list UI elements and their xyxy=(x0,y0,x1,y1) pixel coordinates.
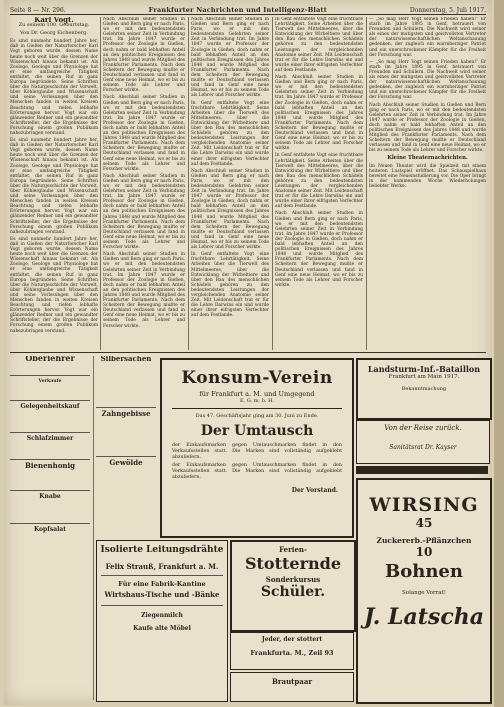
stotternde-title: Stotternde xyxy=(244,554,341,573)
article-text: In Genf entfaltete Vogt eine fruchtbare Lehrtätigkeit. Seine Arbeiten über die Tierwelt des Mittelmeeres, über die Entwicklung der Wirbeltiere und über den Bau des menschlichen Schädels gehören zu den bedeutendsten Leistungen der vergleichenden Anatomie seiner Zeit. Mit Leidenschaft trat er für die Lehre Darwins ein und wurde einer ihrer eifrigsten Verfechter auf dem Festlande. xyxy=(191,100,269,167)
ad-silbersachen: Silbersachen xyxy=(100,356,152,363)
ad-landsturm xyxy=(356,358,492,420)
article-column-1 xyxy=(10,17,98,350)
header-date: Donnerstag, 5. Juli 1917. xyxy=(409,7,486,14)
ad-knabe: Knabe xyxy=(39,493,61,501)
ad-kopfsalat: Kopfsalat xyxy=(33,526,67,534)
ad-brautpaar xyxy=(230,672,354,702)
konsum-heading: Der Umtausch xyxy=(200,423,314,439)
article-text: Nach Abschluß seiner Studien in Gießen und Bern ging er nach Paris, wo er mit den bedeutendsten Gelehrten seiner Zeit in Verbindung trat. Im Jahre 1847 wurde er Professor der Zoologie in Gießen, doch nahm er bald lebhaften Anteil an den politischen Ereignissen des Jahres 1848 und wurde Mitglied des Frankfurter Parlaments. Nach dem Scheitern der Bewegung mußte er Deutschland verlassen und fand in Genf eine neue Heimat, wo er bis zu seinem Tode als Lehrer und Forscher wirkte. xyxy=(103,17,185,94)
latscha-logo: J. Latscha xyxy=(364,604,484,630)
article-title: Karl Vogt. xyxy=(34,17,74,24)
leitung-title: Isolierte Leitungsdrähte xyxy=(100,545,224,555)
article-text: In Genf entfaltete Vogt eine fruchtbare Lehrtätigkeit. Seine Arbeiten über die Tierwelt des Mittelmeeres, über die Entwicklung der Wirbeltiere und über den Bau des menschlichen Schädels gehören zu den bedeutendsten Leistungen der vergleichenden Anatomie seiner Zeit. Mit Leidenschaft trat er für die Lehre Darwins ein und wurde einer ihrer eifrigsten Verfechter auf dem Festlande. xyxy=(191,252,269,319)
article-text: Nach Abschluß seiner Studien in Gießen und Bern ging er nach Paris, wo er mit den bedeutendsten Gelehrten seiner Zeit in Verbindung trat. Im Jahre 1847 wurde er Professor der Zoologie in Gießen, doch nahm er bald lebhaften Anteil an den politischen Ereignissen des Jahres 1848 und wurde Mitglied des Frankfurter Parlaments. Nach dem Scheitern der Bewegung mußte er Deutschland verlassen und fand in Genf eine neue Heimat, wo er bis zu seinem Tode als Lehrer und Forscher wirkte. xyxy=(103,252,185,329)
sackmann-address: Frankfurta. M., Zeil 93 xyxy=(250,649,334,657)
article-column-4 xyxy=(275,17,363,350)
konsum-body: der Einkaufsmarken gegen Umtauschmarken findet in den Verkaufsstellen statt. Die Marken sind vollständig aufgeklebt abzuliefern. xyxy=(172,463,342,480)
latscha-note: Solange Vorrat! xyxy=(402,590,446,596)
article-text: Nach Abschluß seiner Studien in Gießen und Bern ging er nach Paris, wo er mit den bedeutendsten Gelehrten seiner Zeit in Verbindung trat. Im Jahre 1847 wurde er Professor der Zoologie in Gießen, doch nahm er bald lebhaften Anteil an den politischen Ereignissen des Jahres 1848 und wurde Mitglied des Frankfurter Parlaments. Nach dem Scheitern der Bewegung mußte er Deutschland verlassen und fand in Genf eine neue Heimat, wo er bis zu seinem Tode als Lehrer und Forscher wirkte. xyxy=(103,95,185,172)
landsturm-text: Bekanntmachung xyxy=(401,386,447,392)
article-text: In Genf entfaltete Vogt eine fruchtbare Lehrtätigkeit. Seine Arbeiten über die Tierwelt des Mittelmeeres, über die Entwicklung der Wirbeltiere und über den Bau des menschlichen Schädels gehören zu den bedeutendsten Leistungen der vergleichenden Anatomie seiner Zeit. Mit Leidenschaft trat er für die Lehre Darwins ein und wurde einer ihrer eifrigsten Verfechter auf dem Festlande. xyxy=(275,17,363,73)
header-masthead: Frankfurter Nachrichten und Intelligenz-Blatt xyxy=(148,6,327,14)
page-edge xyxy=(494,0,504,707)
ad-kaufe-moebel: Kaufe alte Möbel xyxy=(133,625,191,632)
classified-left-column xyxy=(10,356,90,700)
landsturm-subtitle: Frankfurt am Main 1917. xyxy=(388,374,460,380)
konsum-title: Konsum-Verein xyxy=(181,368,333,388)
konsum-signature: Der Vorstand. xyxy=(291,487,338,494)
article-text: In Genf entfaltete Vogt eine fruchtbare Lehrtätigkeit. Seine Arbeiten über die Tierwelt des Mittelmeeres, über die Entwicklung der Wirbeltiere und über den Bau des menschlichen Schädels gehören zu den bedeutendsten Leistungen der vergleichenden Anatomie seiner Zeit. Mit Leidenschaft trat er für die Lehre Darwins ein und wurde einer ihrer eifrigsten Verfechter auf dem Festlande. xyxy=(275,153,363,210)
theater-text: Im Neuen Theater wird die Spielzeit mit einem heiteren Lustspiel eröffnet. Das Schauspielhaus bereitet eine Neueinstudierung vor. Die Oper bringt in der kommenden Woche Wiederholungen beliebter Werke. xyxy=(369,163,486,189)
header-page-number: Seite 8 — Nr. 296. xyxy=(10,7,66,14)
article-subtitle: Zu seinem 100. Geburtstag. xyxy=(18,22,90,29)
ad-zahngebisse: Zahngebisse xyxy=(101,409,151,419)
article-column-2 xyxy=(103,17,185,350)
article-text: Nach Abschluß seiner Studien in Gießen und Bern ging er nach Paris, wo er mit den bedeutendsten Gelehrten seiner Zeit in Verbindung trat. Im Jahre 1847 wurde er Professor der Zoologie in Gießen, doch nahm er bald lebhaften Anteil an den politischen Ereignissen des Jahres 1848 und wurde Mitglied des Frankfurter Parlaments. Nach dem Scheitern der Bewegung mußte er Deutschland verlassen und fand in Genf eine neue Heimat, wo er bis zu seinem Tode als Lehrer und Forscher wirkte. xyxy=(191,17,269,99)
zuckererbsen-price: 10 xyxy=(415,545,433,559)
article-text: Nach Abschluß seiner Studien in Gießen und Bern ging er nach Paris, wo er mit den bedeutendsten Gelehrten seiner Zeit in Verbindung trat. Im Jahre 1847 wurde er Professor der Zoologie in Gießen, doch nahm er bald lebhaften Anteil an den politischen Ereignissen des Jahres 1848 und wurde Mitglied des Frankfurter Parlaments. Nach dem Scheitern der Bewegung mußte er Deutschland verlassen und fand in Genf eine neue Heimat, wo er bis zu seinem Tode als Lehrer und Forscher wirkte. xyxy=(103,173,185,251)
ad-gelegenheitskauf: Gelegenheitskauf xyxy=(20,403,80,411)
stotternde-ferien: Ferien- xyxy=(279,545,307,554)
article-text: Nach Abschluß seiner Studien in Gießen und Bern ging er nach Paris, wo er mit den bedeutendsten Gelehrten seiner Zeit in Verbindung trat. Im Jahre 1847 wurde er Professor der Zoologie in Gießen, doch nahm er bald lebhaften Anteil an den politischen Ereignissen des Jahres 1848 und wurde Mitglied des Frankfurter Parlaments. Nach dem Scheitern der Bewegung mußte er Deutschland verlassen und fand in Genf eine neue Heimat, wo er bis zu seinem Tode als Lehrer und Forscher wirkte. xyxy=(191,168,269,251)
ad-leitungsdraehte xyxy=(96,540,228,702)
newspaper-page xyxy=(4,0,492,705)
konsum-body: der Einkaufsmarken gegen Umtauschmarken findet in den Verkaufsstellen statt. Die Marken sind vollständig aufgeklebt abzuliefern. xyxy=(172,443,342,460)
article-text: Es sind nunmehr hundert Jahre her, daß in Gießen der Naturforscher Karl Vogt geboren wurde, dessen Name heute noch weit über die Grenzen der Wissenschaft hinaus bekannt ist. Als Zoologe, Geologe und Physiologe hat er eine umfangreiche Tätigkeit entfaltet, die seinen Ruf in ganz Europa begründete. Seine Schriften über die Naturgeschichte der Vorwelt, über Köhlerglaube und Wissenschaft und seine Vorlesungen über den Menschen fanden in weiten Kreisen Beachtung und riefen lebhafte Erörterungen hervor. Vogt war ein glänzender Redner und ein gewandter Schriftsteller, der die Ergebnisse der Forschung einem großen Publikum nahezubringen verstand. xyxy=(10,236,98,334)
article-text: — „So mag Herr Vogt seinen Frieden haben!“ Er starb im Jahre 1895 in Genf, betrauert von Freunden und Schülern. Die Nachwelt wird seiner als eines der mutigsten und geistvollsten Vertreter der naturwissenschaftlichen Weltanschauung gedenken, der zugleich ein warmherziger Patriot und ein unerschrockener Kämpfer für die Freiheit der Forschung war. xyxy=(369,59,486,101)
konsum-subtitle: für Frankfurt a. M. und Umgegend xyxy=(199,390,315,398)
ad-von-der-reise xyxy=(356,420,490,464)
reise-name: Sanitätsrat Dr. Kayser xyxy=(389,444,457,451)
brautpaar-title: Brautpaar xyxy=(271,677,313,686)
wirtshaus-tische: Wirtshaus-Tische und -Bänke xyxy=(104,590,220,599)
article-byline: Von Dr. Georg Eichenberg. xyxy=(20,30,88,37)
wirsing-price: 45 xyxy=(415,516,433,530)
fabrik-kantine: Für eine Fabrik-Kantine xyxy=(118,580,206,588)
classified-second-column xyxy=(96,356,156,536)
article-text: — „So mag Herr Vogt seinen Frieden haben!“ Er starb im Jahre 1895 in Genf, betrauert von Freunden und Schülern. Die Nachwelt wird seiner als eines der mutigsten und geistvollsten Vertreter der naturwissenschaftlichen Weltanschauung gedenken, der zugleich ein warmherziger Patriot und ein unerschrockener Kämpfer für die Freiheit der Forschung war. xyxy=(369,17,486,58)
ad-stotternde xyxy=(230,540,356,632)
article-column-5 xyxy=(369,17,486,350)
reise-title: Von der Reise zurück. xyxy=(384,424,462,432)
article-text: Es sind nunmehr hundert Jahre her, daß in Gießen der Naturforscher Karl Vogt geboren wurde, dessen Name heute noch weit über die Grenzen der Wissenschaft hinaus bekannt ist. Als Zoologe, Geologe und Physiologe hat er eine umfangreiche Tätigkeit entfaltet, die seinen Ruf in ganz Europa begründete. Seine Schriften über die Naturgeschichte der Vorwelt, über Köhlerglaube und Wissenschaft und seine Vorlesungen über den Menschen fanden in weiten Kreisen Beachtung und riefen lebhafte Erörterungen hervor. Vogt war ein glänzender Redner und ein gewandter Schriftsteller, der die Ergebnisse der Forschung einem großen Publikum nahezubringen verstand. xyxy=(10,39,98,136)
konsum-legal-form: E. G. m. b. H. xyxy=(239,398,275,404)
ad-schlafzimmer: Schlafzimmer xyxy=(26,434,74,442)
article-text: Nach Abschluß seiner Studien in Gießen und Bern ging er nach Paris, wo er mit den bedeutendsten Gelehrten seiner Zeit in Verbindung trat. Im Jahre 1847 wurde er Professor der Zoologie in Gießen, doch nahm er bald lebhaften Anteil an den politischen Ereignissen des Jahres 1848 und wurde Mitglied des Frankfurter Parlaments. Nach dem Scheitern der Bewegung mußte er Deutschland verlassen und fand in Genf eine neue Heimat, wo er bis zu seinem Tode als Lehrer und Forscher wirkte. xyxy=(369,102,486,154)
ad-latscha xyxy=(356,478,492,704)
article-text: Nach Abschluß seiner Studien in Gießen und Bern ging er nach Paris, wo er mit den bedeutendsten Gelehrten seiner Zeit in Verbindung trat. Im Jahre 1847 wurde er Professor der Zoologie in Gießen, doch nahm er bald lebhaften Anteil an den politischen Ereignissen des Jahres 1848 und wurde Mitglied des Frankfurter Parlaments. Nach dem Scheitern der Bewegung mußte er Deutschland verlassen und fand in Genf eine neue Heimat, wo er bis zu seinem Tode als Lehrer und Forscher wirkte. xyxy=(275,211,363,288)
ad-gewoelde: Gewölde xyxy=(109,458,143,468)
konsum-line: Das 47. Geschäftsjahr ging am 30. Juni zu Ende. xyxy=(195,413,319,419)
ad-jeder-stottert xyxy=(230,632,354,670)
article-column-3 xyxy=(191,17,269,350)
bohnen-title: Bohnen xyxy=(385,561,463,582)
article-text: Nach Abschluß seiner Studien in Gießen und Bern ging er nach Paris, wo er mit den bedeutendsten Gelehrten seiner Zeit in Verbindung trat. Im Jahre 1847 wurde er Professor der Zoologie in Gießen, doch nahm er bald lebhaften Anteil an den politischen Ereignissen des Jahres 1848 und wurde Mitglied des Frankfurter Parlaments. Nach dem Scheitern der Bewegung mußte er Deutschland verlassen und fand in Genf eine neue Heimat, wo er bis zu seinem Tode als Lehrer und Forscher wirkte. xyxy=(275,75,363,152)
ad-ziegenmilch: Ziegenmilch xyxy=(141,612,183,619)
article-text: Es sind nunmehr hundert Jahre her, daß in Gießen der Naturforscher Karl Vogt geboren wurde, dessen Name heute noch weit über die Grenzen der Wissenschaft hinaus bekannt ist. Als Zoologe, Geologe und Physiologe hat er eine umfangreiche Tätigkeit entfaltet, die seinen Ruf in ganz Europa begründete. Seine Schriften über die Naturgeschichte der Vorwelt, über Köhlerglaube und Wissenschaft und seine Vorlesungen über den Menschen fanden in weiten Kreisen Beachtung und riefen lebhafte Erörterungen hervor. Vogt war ein glänzender Redner und ein gewandter Schriftsteller, der die Ergebnisse der Forschung einem großen Publikum nahezubringen verstand. xyxy=(10,138,98,235)
stotternde-sonderkursus: Sonderkursus xyxy=(265,575,321,584)
jeder-stottert: Jeder, der stottert xyxy=(261,636,323,643)
felix-strauss: Felix Strauß, Frankfurt a. M. xyxy=(105,562,219,571)
zuckererbsen-title: Zuckererb.-Pflänzchen xyxy=(376,536,472,545)
ad-oberlehrer: Oberlehrer xyxy=(25,356,75,363)
stotternde-schueler: Schüler. xyxy=(260,584,326,600)
ad-verkaufe: Verkaufe xyxy=(38,379,62,385)
theater-heading: Kleine Theaternachrichten. xyxy=(387,155,468,162)
ad-bienenhonig: Bienenhonig xyxy=(24,460,76,470)
page-header xyxy=(10,3,486,15)
ad-konsum-verein xyxy=(160,358,354,538)
ad-banner-strip xyxy=(356,466,488,474)
landsturm-title: Landsturm-Inf.-Bataillon xyxy=(367,364,481,374)
wirsing-title: WIRSING xyxy=(369,494,479,516)
